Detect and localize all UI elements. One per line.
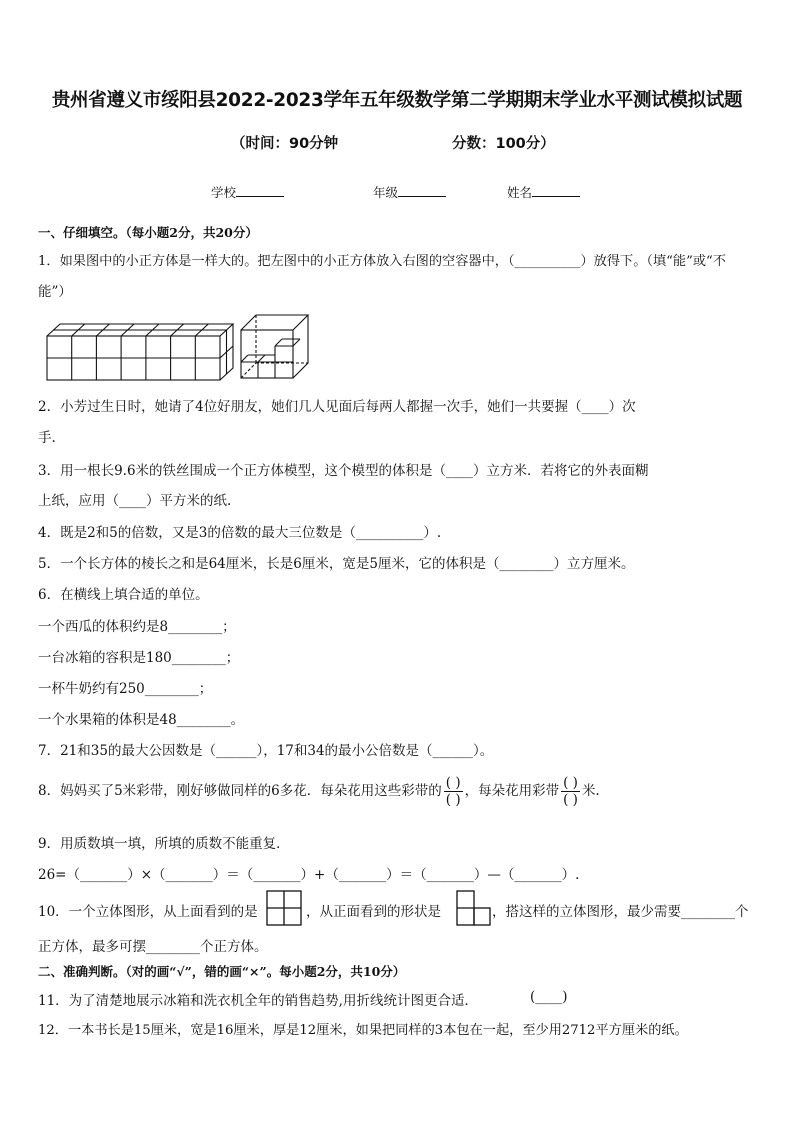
question-1-line-2: 能”） (38, 284, 72, 300)
question-11: 11．为了清楚地展示冰箱和洗衣机全年的销售趋势,用折线统计图更合适． (38, 993, 478, 1009)
question-6-a: 一个西瓜的体积约是8________； (38, 619, 236, 635)
question-6-b: 一台冰箱的容积是180________； (38, 650, 240, 666)
grade-blank[interactable] (398, 183, 446, 197)
question-6: 6．在横线上填合适的单位。 (38, 587, 209, 603)
section-1-title: 一、仔细填空。（每小题2分，共20分） (38, 225, 258, 240)
fraction-denominator[interactable]: ( ) (563, 792, 578, 808)
question-10-line-2: 正方体，最多可摆________个正方体。 (38, 939, 268, 955)
question-6-c: 一杯牛奶约有250________； (38, 681, 213, 697)
school-field[interactable] (211, 183, 284, 201)
question-2-line-2: 手. (38, 430, 56, 446)
name-blank[interactable] (532, 183, 580, 197)
question-10-text-3: ，搭这样的立体图形，最少需要________个 (492, 904, 749, 920)
fraction-blank-2[interactable] (561, 775, 580, 808)
fraction-numerator[interactable]: ( ) (445, 775, 461, 791)
time-limit: （时间：90分钟 (231, 136, 339, 152)
question-1-line-1: 1．如果图中的小正方体是一样大的。把左图中的小正方体放入右图的空容器中，（__________）放得下。（填“能”或“不 (38, 254, 726, 269)
cube-stack-figure (46, 318, 236, 383)
total-score: 分数：100分） (452, 136, 555, 152)
grade-field[interactable] (373, 183, 446, 201)
question-10-text-1: 10．一个立体图形，从上面看到的是 (38, 904, 258, 920)
question-3-line-2: 上纸，应用（____）平方米的纸. (38, 493, 232, 509)
question-7: 7．21和35的最大公因数是（______），17和34的最小公倍数是（______）。 (38, 743, 494, 759)
page-title: 贵州省遵义市绥阳县2022-2023学年五年级数学第二学期期末学业水平测试模拟试题 (51, 90, 743, 111)
question-3-line-1: 3．用一根长9.6米的铁丝围成一个正方体模型，这个模型的体积是（____）立方米．若将它的外表面糊 (38, 463, 649, 479)
question-11-answer-blank[interactable]: (____) (530, 989, 568, 1005)
question-8-text-1: 8．妈妈买了5米彩带，刚好够做同样的6多花．每朵花用这些彩带的 (38, 783, 442, 799)
question-10-text-2: ，从正面看到的形状是 (306, 904, 441, 920)
fraction-denominator[interactable]: ( ) (445, 792, 461, 808)
name-label: 姓名 (507, 185, 533, 200)
fraction-numerator[interactable]: ( ) (563, 775, 578, 791)
question-9-line-1: 9．用质数填一填，所填的质数不能重复． (38, 836, 290, 852)
question-5: 5．一个长方体的棱长之和是64厘米，长是6厘米，宽是5厘米，它的体积是（________）立方厘米。 (38, 556, 635, 572)
question-8-text-2: ，每朵花用彩带 (464, 783, 560, 799)
fraction-blank-1[interactable] (444, 775, 463, 808)
question-2-line-1: 2．小芳过生日时，她请了4位好朋友，她们几人见面后每两人都握一次手，她们一共要握（____）次 (38, 399, 636, 415)
question-12: 12．一本书长是15厘米，宽是16厘米，厚是12厘米，如果把同样的3本包在一起，至少用2712平方厘米的纸。 (38, 1023, 688, 1038)
question-8 (38, 770, 600, 812)
question-9-line-2: 26=（_______）×（_______）＝（_______）+（_______）＝（_______）—（_______）. (38, 867, 580, 883)
name-field[interactable] (507, 183, 580, 201)
top-view-figure (266, 890, 302, 926)
container-figure (238, 312, 310, 382)
front-view-figure (456, 890, 492, 926)
question-4: 4．既是2和5的倍数，又是3的倍数的最大三位数是（__________）. (38, 525, 442, 541)
section-2-title: 二、准确判断。（对的画“√”，错的画“×”。每小题2分，共10分） (38, 964, 406, 979)
question-8-text-3: 米. (581, 783, 600, 799)
school-blank[interactable] (236, 183, 284, 197)
question-6-d: 一个水果箱的体积是48________。 (38, 712, 245, 728)
grade-label: 年级 (373, 185, 399, 200)
school-label: 学校 (211, 185, 237, 200)
